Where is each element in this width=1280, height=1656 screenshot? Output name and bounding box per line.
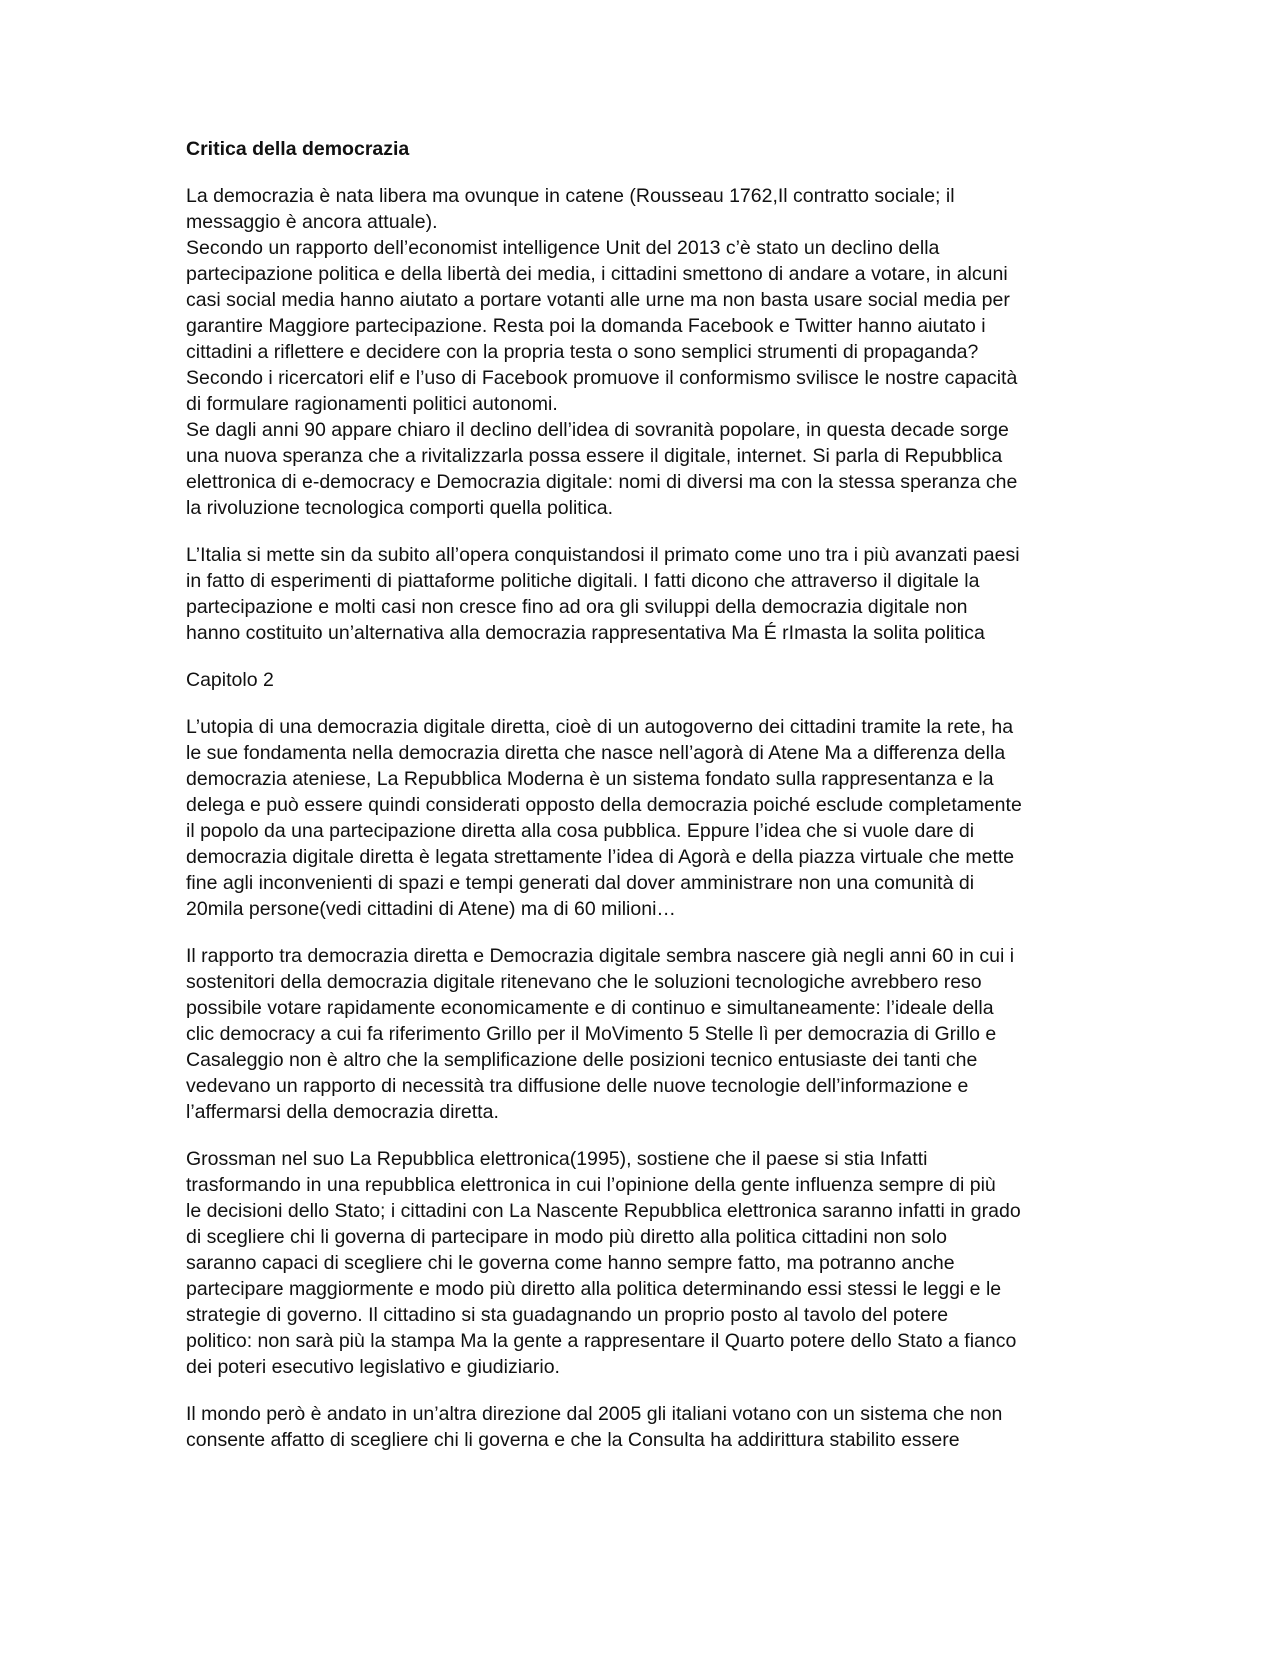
text-line: garantire Maggiore partecipazione. Resta poi la domanda Facebook e Twitter hanno aiutato i xyxy=(186,315,986,337)
text-line: il popolo da una partecipazione diretta alla cosa pubblica. Eppure l’idea che si vuole dare di xyxy=(186,820,975,842)
text-line: consente affatto di scegliere chi li governa e che la Consulta ha addirittura stabilito essere xyxy=(186,1429,960,1451)
text-line: politico: non sarà più la stampa Ma la gente a rappresentare il Quarto potere dello Stato a fianco xyxy=(186,1330,1017,1352)
text-line: clic democracy a cui fa riferimento Grillo per il MoVimento 5 Stelle lì per democrazia di Grillo e xyxy=(186,1023,997,1045)
text-line: sostenitori della democrazia digitale ritenevano che le soluzioni tecnologiche avrebbero reso xyxy=(186,971,982,993)
text-line: Secondo i ricercatori elif e l’uso di Facebook promuove il conformismo svilisce le nostre capacità xyxy=(186,367,1018,389)
text-line: casi social media hanno aiutato a portare votanti alle urne ma non basta usare social media per xyxy=(186,289,1010,311)
text-line: le decisioni dello Stato; i cittadini con La Nascente Repubblica elettronica saranno infatti in grado xyxy=(186,1200,1021,1222)
text-line: cittadini a riflettere e decidere con la propria testa o sono semplici strumenti di propaganda? xyxy=(186,341,979,363)
text-line: strategie di governo. Il cittadino si sta guadagnando un proprio posto al tavolo del potere xyxy=(186,1304,949,1326)
paragraph-rousseau xyxy=(186,183,1096,235)
paragraph-italy xyxy=(186,542,1096,646)
text-line: di scegliere chi li governa di partecipare in modo più diretto alla politica cittadini non solo xyxy=(186,1226,947,1248)
text-line: partecipare maggiormente e modo più diretto alla politica determinando essi stessi le leggi e le xyxy=(186,1278,1002,1300)
text-line: saranno capaci di scegliere chi le governa come hanno sempre fatto, ma potranno anche xyxy=(186,1252,955,1274)
text-line: partecipazione e molti casi non cresce fino ad ora gli sviluppi della democrazia digitale non xyxy=(186,596,968,618)
text-line: elettronica di e-democracy e Democrazia digitale: nomi di diversi ma con la stessa speranza che xyxy=(186,471,1018,493)
text-line: l’affermarsi della democrazia diretta. xyxy=(186,1101,499,1123)
text-line: Se dagli anni 90 appare chiaro il declino dell’idea di sovranità popolare, in questa decade sorge xyxy=(186,419,1009,441)
text-line: di formulare ragionamenti politici autonomi. xyxy=(186,393,558,415)
text-line: una nuova speranza che a rivitalizzarla possa essere il digitale, internet. Si parla di Repubblica xyxy=(186,445,1003,467)
text-line: vedevano un rapporto di necessità tra diffusione delle nuove tecnologie dell’informazione e xyxy=(186,1075,969,1097)
text-line: La democrazia è nata libera ma ovunque in catene (Rousseau 1762,Il contratto sociale; il xyxy=(186,185,955,207)
paragraph-direct-digital xyxy=(186,943,1096,1125)
text-line: Il rapporto tra democrazia diretta e Democrazia digitale sembra nascere già negli anni 60 in cui i xyxy=(186,945,1015,967)
text-line: hanno costituito un’alternativa alla democrazia rappresentativa Ma É rImasta la solita politica xyxy=(186,622,985,644)
text-line: Grossman nel suo La Repubblica elettronica(1995), sostiene che il paese si stia Infatti xyxy=(186,1148,928,1170)
paragraph-grossman xyxy=(186,1146,1096,1380)
text-line: 20mila persone(vedi cittadini di Atene) ma di 60 milioni… xyxy=(186,898,676,920)
text-line: trasformando in una repubblica elettronica in cui l’opinione della gente influenza sempre di più xyxy=(186,1174,996,1196)
text-line: possibile votare rapidamente economicamente e di continuo e simultaneamente: l’ideale della xyxy=(186,997,994,1019)
text-line: delega e può essere quindi considerati opposto della democrazia poiché esclude completamente xyxy=(186,794,1022,816)
text-line: democrazia digitale diretta è legata strettamente l’idea di Agorà e della piazza virtuale che mette xyxy=(186,846,1015,868)
text-line: la rivoluzione tecnologica comporti quella politica. xyxy=(186,497,614,519)
text-line: L’utopia di una democrazia digitale diretta, cioè di un autogoverno dei cittadini tramite la rete, ha xyxy=(186,716,1014,738)
document-page xyxy=(186,136,1096,1453)
paragraph-economist-report xyxy=(186,235,1096,365)
text-line: le sue fondamenta nella democrazia diretta che nasce nell’agorà di Atene Ma a differenza della xyxy=(186,742,1006,764)
text-line: Secondo un rapporto dell’economist intelligence Unit del 2013 c’è stato un declino della xyxy=(186,237,940,259)
text-line: Casaleggio non è altro che la semplificazione delle posizioni tecnico entusiaste dei tanti che xyxy=(186,1049,978,1071)
text-line: in fatto di esperimenti di piattaforme politiche digitali. I fatti dicono che attraverso il digitale la xyxy=(186,570,980,592)
paragraph-researchers xyxy=(186,365,1096,417)
text-line: fine agli inconvenienti di spazi e tempi generati dal dover amministrare non una comunità di xyxy=(186,872,975,894)
text-line: democrazia ateniese, La Repubblica Moderna è un sistema fondato sulla rappresentanza e la xyxy=(186,768,994,790)
document-title: Critica della democrazia xyxy=(186,138,410,160)
chapter-heading: Capitolo 2 xyxy=(186,669,274,691)
text-line: dei poteri esecutivo legislativo e giudiziario. xyxy=(186,1356,560,1378)
text-line: Il mondo però è andato in un’altra direzione dal 2005 gli italiani votano con un sistema che non xyxy=(186,1403,1003,1425)
text-line: L’Italia si mette sin da subito all’opera conquistandosi il primato come uno tra i più avanzati paesi xyxy=(186,544,1020,566)
text-line: partecipazione politica e della libertà dei media, i cittadini smettono di andare a votare, in alcuni xyxy=(186,263,1008,285)
paragraph-digital-utopia xyxy=(186,714,1096,922)
paragraph-popular-sovereignty xyxy=(186,417,1096,521)
paragraph-other-direction xyxy=(186,1401,1096,1453)
text-line: messaggio è ancora attuale). xyxy=(186,211,438,233)
